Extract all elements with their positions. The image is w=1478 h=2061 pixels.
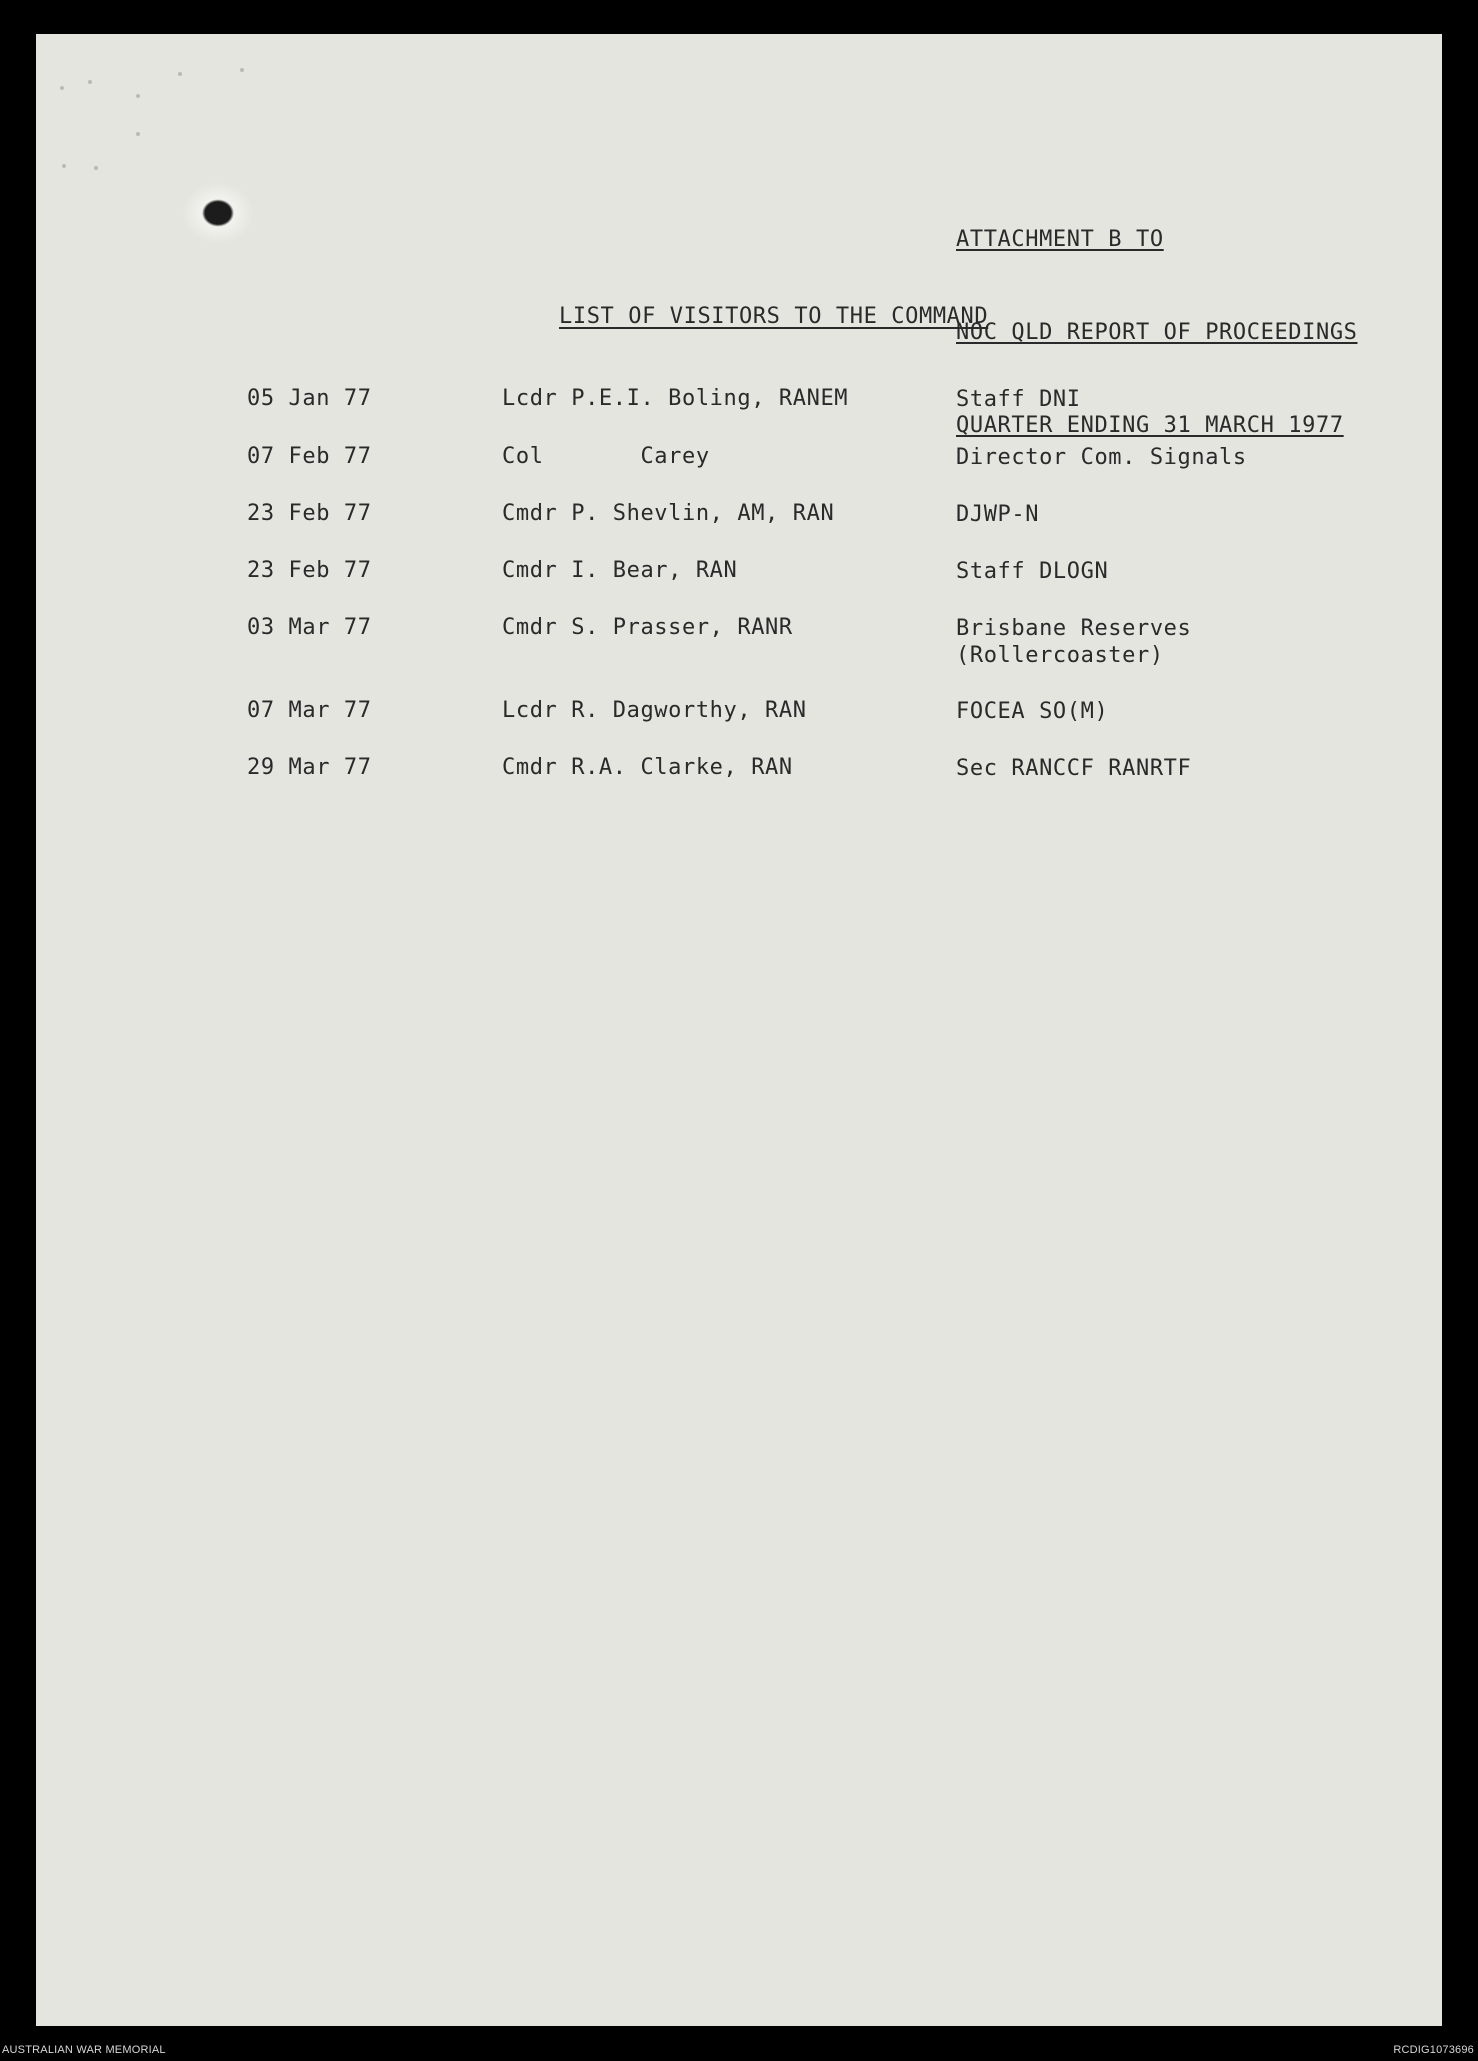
archive-credit: AUSTRALIAN WAR MEMORIAL	[2, 2044, 166, 2056]
visit-date: 05 Jan 77	[247, 386, 372, 411]
paper-speck	[62, 164, 66, 168]
paper-speck	[88, 80, 92, 84]
visitor-role-line: Staff DLOGN	[956, 559, 1109, 584]
attachment-line-3: QUARTER ENDING 31 MARCH 1977	[956, 413, 1344, 438]
paper-speck	[60, 86, 64, 90]
visitor-role-line: FOCEA SO(M)	[956, 699, 1109, 724]
visitor-role	[956, 698, 1108, 725]
visitor-role-line: Sec RANCCF RANRTF	[956, 756, 1192, 781]
visitor-role-line: Staff DNI	[956, 387, 1081, 412]
document-title: LIST OF VISITORS TO THE COMMAND	[559, 304, 989, 329]
visit-date: 23 Feb 77	[247, 501, 372, 526]
visit-date: 29 Mar 77	[247, 755, 372, 780]
visitor-role	[956, 615, 1191, 669]
visitor-role	[956, 444, 1247, 471]
visit-date: 07 Feb 77	[247, 444, 372, 469]
paper-speck	[178, 72, 182, 76]
visitor-name: Lcdr R. Dagworthy, RAN	[502, 698, 807, 723]
visitor-name: Cmdr P. Shevlin, AM, RAN	[502, 501, 835, 526]
visitor-role	[956, 755, 1191, 782]
paper-speck	[240, 68, 244, 72]
visit-date: 07 Mar 77	[247, 698, 372, 723]
paper-speck	[94, 166, 98, 170]
visitor-name: Cmdr S. Prasser, RANR	[502, 615, 793, 640]
visitor-name: Col Carey	[502, 444, 710, 469]
document-page	[36, 34, 1442, 2026]
visit-date: 03 Mar 77	[247, 615, 372, 640]
visitor-role-line-2: (Rollercoaster)	[956, 643, 1164, 668]
visitor-role-line: DJWP-N	[956, 502, 1040, 527]
visitor-role-line: Brisbane Reserves	[956, 616, 1192, 641]
paper-speck	[136, 132, 140, 136]
paper-speck	[136, 94, 140, 98]
attachment-line-2: NOC QLD REPORT OF PROCEEDINGS	[956, 320, 1358, 345]
visitor-role-line: Director Com. Signals	[956, 445, 1247, 470]
visitor-role	[956, 386, 1081, 413]
visitor-role	[956, 558, 1108, 585]
archive-reference: RCDIG1073696	[1393, 2044, 1474, 2056]
visitor-name: Cmdr R.A. Clarke, RAN	[502, 755, 793, 780]
punch-hole	[182, 182, 254, 244]
visitor-role	[956, 501, 1039, 528]
visitor-name: Cmdr I. Bear, RAN	[502, 558, 738, 583]
attachment-line-1: ATTACHMENT B TO	[956, 227, 1164, 252]
visitor-name: Lcdr P.E.I. Boling, RANEM	[502, 386, 849, 411]
visitor-row	[36, 755, 1442, 880]
visit-date: 23 Feb 77	[247, 558, 372, 583]
